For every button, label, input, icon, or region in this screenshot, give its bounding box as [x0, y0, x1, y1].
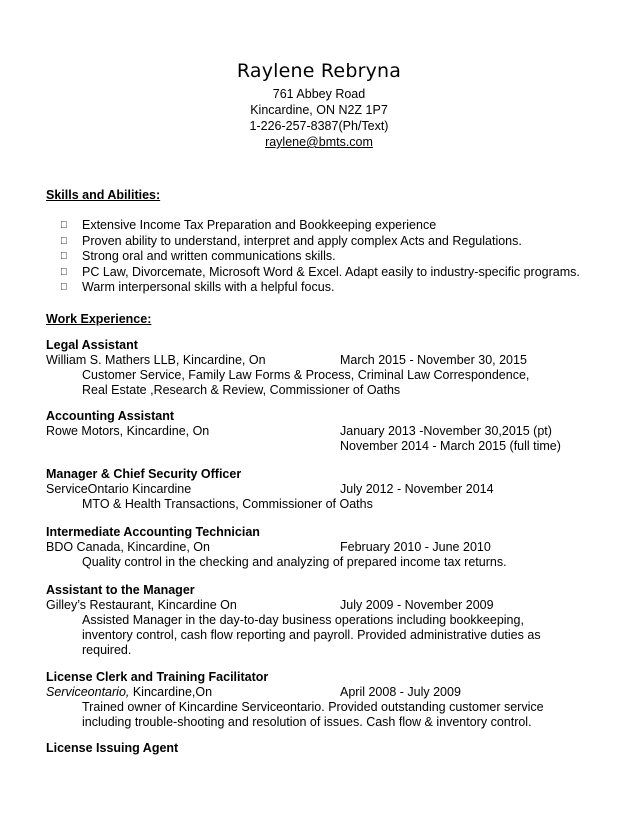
- job-employer: Gilley’s Restaurant, Kincardine On: [46, 598, 237, 612]
- skill-item: [46, 234, 606, 250]
- job-title: Legal Assistant: [46, 338, 138, 352]
- job-entry-accounting-assistant: [46, 409, 606, 454]
- job-org-row: [46, 482, 606, 497]
- job-dates: March 2015 - November 30, 2015: [340, 353, 527, 367]
- job-detail: Quality control in the checking and analyzing of prepared income tax returns.: [82, 555, 507, 569]
- address-line-1: 761 Abbey Road: [272, 87, 366, 101]
- job-title: Accounting Assistant: [46, 409, 175, 423]
- skills-list: [46, 218, 606, 296]
- job-org-row: [46, 540, 606, 555]
- job-employer: Rowe Motors, Kincardine, On: [46, 424, 210, 438]
- job-entry-assistant-manager: [46, 583, 606, 658]
- job-detail: Customer Service, Family Law Forms & Process, Criminal Law Correspondence,: [82, 368, 530, 382]
- job-employer-location: Kincardine,On: [129, 685, 213, 699]
- job-detail: required.: [82, 643, 132, 657]
- job-detail: Real Estate ,Research & Review, Commissioner of Oaths: [82, 383, 401, 397]
- job-org-row: [46, 424, 606, 439]
- job-employer-italic: Serviceontario,: [46, 685, 130, 699]
- job-dates: November 2014 - March 2015 (full time): [340, 439, 561, 453]
- work-heading: Work Experience:: [46, 312, 152, 326]
- job-employer: BDO Canada, Kincardine, On: [46, 540, 210, 554]
- job-entry-license-issuing-agent: [46, 741, 606, 756]
- skills-heading-block: [46, 187, 606, 203]
- skill-item: [46, 280, 606, 296]
- skill-text: Proven ability to understand, interpret and apply complex Acts and Regulations.: [82, 233, 522, 248]
- bullet-icon: [60, 249, 68, 265]
- job-detail: Assisted Manager in the day-to-day business operations including bookkeeping,: [82, 613, 524, 627]
- bullet-icon: [60, 280, 68, 296]
- skill-item: [46, 249, 606, 265]
- job-detail: MTO & Health Transactions, Commissioner of Oaths: [82, 497, 373, 511]
- job-title: License Issuing Agent: [46, 741, 179, 755]
- job-org-row: [46, 598, 606, 613]
- job-detail: inventory control, cash flow reporting and payroll. Provided administrative duties as: [82, 628, 541, 642]
- job-dates: July 2009 - November 2009: [340, 598, 494, 612]
- address-line-2: Kincardine, ON N2Z 1P7: [250, 103, 388, 117]
- job-entry-legal-assistant: [46, 338, 606, 398]
- bullet-icon: [60, 234, 68, 250]
- skill-item: [46, 218, 606, 234]
- job-employer: ServiceOntario Kincardine: [46, 482, 192, 496]
- skill-text: Strong oral and written communications skills.: [82, 249, 336, 263]
- skills-heading: Skills and Abilities:: [46, 188, 161, 202]
- bullet-icon: [60, 265, 68, 281]
- job-title: Intermediate Accounting Technician: [46, 525, 260, 539]
- job-employer: William S. Mathers LLB, Kincardine, On: [46, 353, 266, 367]
- job-dates: January 2013 -November 30,2015 (pt): [340, 424, 552, 438]
- phone-number: 1-226-257-8387(Ph/Text): [249, 119, 389, 133]
- skill-text: Warm interpersonal skills with a helpful focus.: [82, 280, 335, 294]
- job-dates: February 2010 - June 2010: [340, 540, 491, 554]
- job-dates-row: [46, 439, 606, 454]
- job-entry-license-clerk: [46, 670, 606, 730]
- job-org-row: [46, 685, 606, 700]
- applicant-name: Raylene Rebryna: [236, 60, 402, 82]
- skill-text: Extensive Income Tax Preparation and Bookkeeping experience: [82, 218, 437, 232]
- job-title: Manager & Chief Security Officer: [46, 467, 242, 481]
- job-dates: April 2008 - July 2009: [340, 685, 461, 699]
- job-dates: July 2012 - November 2014: [340, 482, 494, 496]
- job-detail: including trouble-shooting and resolution of issues. Cash flow & inventory control.: [82, 715, 532, 729]
- skill-item: [46, 265, 606, 281]
- resume-header: [0, 60, 638, 150]
- skill-text: PC Law, Divorcemate, Microsoft Word & Excel. Adapt easily to industry-specific programs.: [82, 264, 580, 279]
- bullet-icon: [60, 218, 68, 234]
- job-entry-accounting-technician: [46, 525, 606, 570]
- job-title: Assistant to the Manager: [46, 583, 195, 597]
- job-org-row: [46, 353, 606, 368]
- work-heading-block: [46, 311, 606, 327]
- job-detail: Trained owner of Kincardine Serviceontario. Provided outstanding customer service: [82, 700, 544, 714]
- job-employer: [46, 685, 212, 700]
- job-entry-manager-cso: [46, 467, 606, 512]
- email-link[interactable]: raylene@bmts.com: [265, 135, 373, 149]
- job-title: License Clerk and Training Facilitator: [46, 670, 269, 684]
